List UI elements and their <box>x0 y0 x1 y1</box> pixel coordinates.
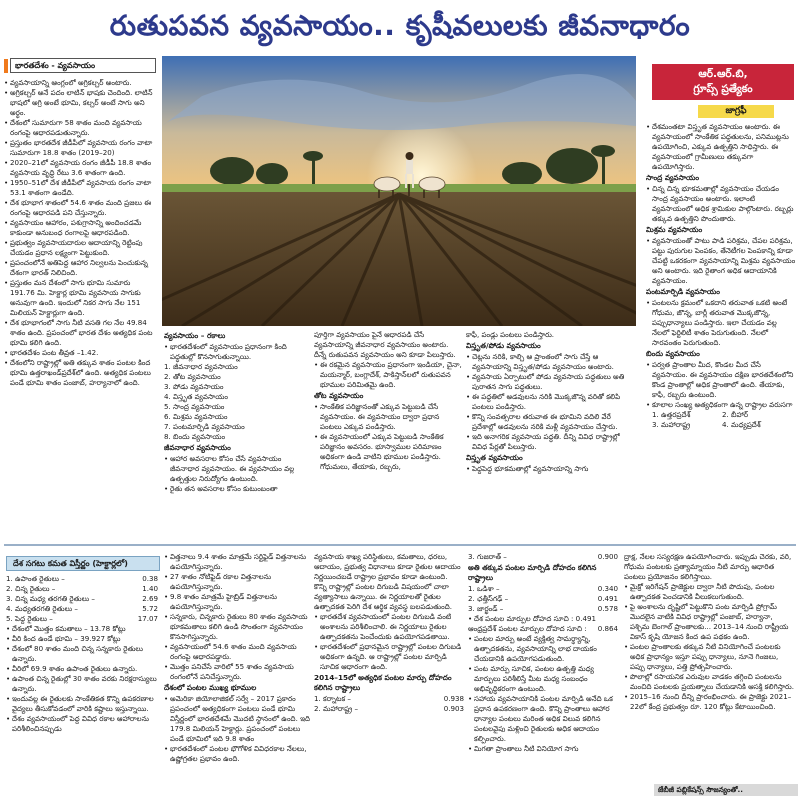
left-para: • ప్రపంచంలోనే అతిపెద్ద ఆహార నిల్వలను పెంచుకున్న దేశంగా భారత్ నిలిచింది. <box>4 258 154 278</box>
publication-credit <box>654 784 798 796</box>
middle-column-2 <box>314 330 462 505</box>
bottom5-para: • పై అంశాలను దృష్టిలో పెట్టుకొని పంట మార్పిడి ప్రోగ్రామ్ మొదలైన వాటికి వివిధ రాష్ట్రాల్లో పంజాబ్, హర్యానా, పశ్చిమ బెంగాల్ ప్రాంతాలకు... 2013–14 నుంచి రాష్ట్రీయ వికాస్ కృషి యోజన కింద ఉప పథకం ఉంది. <box>624 602 794 642</box>
section-tag-accent <box>4 59 8 73</box>
type-item: 6. మిశ్రమ వ్యవసాయం <box>164 412 228 421</box>
plantation-heading: తోట వ్యవసాయం <box>314 391 364 400</box>
holding-row <box>6 594 158 604</box>
bottom-column-2 <box>164 552 310 802</box>
state-index-value: 0.900 <box>597 552 618 561</box>
middle-column-1 <box>164 330 310 505</box>
holding-fact: • ఉపాంత చిన్న రైతుల్లో 30 శాతం వరకు నిరక్షరాస్యులు ఉన్నారు. <box>6 674 158 694</box>
holding-label: 4. మధ్యతరగతి రైతులు – <box>6 604 78 613</box>
state-index-value: 0.491 <box>597 594 618 603</box>
left-column <box>4 78 154 503</box>
ap-index-value: 0.864 <box>597 624 618 633</box>
state-index-label: 1. కర్నాటక – <box>314 694 351 703</box>
seeds-para: • 27 శాతం నోటిఫైడ్ రకాల విత్తనాలను ఉపయోగిస్తున్నారు. <box>164 572 310 592</box>
right-para: • దేశమంతటా విస్తృత వ్యవసాయం అంటారు. ఈ వ్యవసాయంలో సాంకేతిక పద్ధతులను, పనిముట్లను ఉపయోగించి, ఎక్కువ ఉత్పత్తిని సాధిస్తారు. ఈ వ్యవసాయంలో గ్రామీణులు తక్కువగా ఉపయోగిస్తారు. <box>646 122 796 172</box>
cropland-para: • అమెరికా జియోలాజికల్ సర్వే – 2017 ప్రకారం ప్రపంచంలో అత్యధికంగా పంటలు పండే భూమి విస్తీర్ణంలో భారతదేశమే మొదటి స్థానంలో ఉంది. ఇది 179.8 మిలియన్ హెక్టార్లు. ప్రపంచంలో పంటలు పండే భూమిలో ఇది 9.8 శాతం <box>164 694 310 744</box>
holding-fact: • దేశంలో మొత్తం కమతాలు – 13.78 కోట్లు <box>6 624 158 634</box>
bottom5-para: • పంటల ప్రాంతాలకు తక్కువ నీటి వినియోగించే పంటలకు అధిక ప్రాధాన్యం ఇస్తూ పప్పు ధాన్యాలు, నూనె గింజలు, పప్పు ధాన్యాలు, పత్తి ప్రోత్సహించారు. <box>624 642 794 672</box>
bottom3-para: వ్యవసాయ శాఖ్య పరిస్థితులు, కమతాలు, ధరలు, ఆదాయం, ప్రభుత్వ విధానాలు కూడా రైతుల ఆదాయం నిర్ణయించబడే రాష్ట్రాల ప్రభావం కూడా ఉంటుంది. <box>314 552 461 581</box>
seeds-para: • మొత్తం పనిచేసే వారిలో 55 శాతం వ్యవసాయ రంగంలోనే పనిచేస్తున్నారు. <box>164 662 310 682</box>
mid3-para: • వ్యవసాయ ఏర్పాటులో పోడు వ్యవసాయ పద్ధతులు అతి పురాతన సాగు పద్ధతులు. <box>466 372 636 392</box>
holding-label: 3. చిన్న మధ్య తరగతి రైతులు – <box>6 594 95 603</box>
mid3-para: • కొన్ని సంవత్సరాల తరువాత ఈ భూమిని వదిలి వేరే ప్రదేశాల్లో అడవులను నరికి మళ్లీ వ్యవసాయం చేస్తారు. <box>466 412 636 432</box>
left-para: • దేశ భూభాగంలో సాగు నీటి వసతి గల నేల 49.84 శాతం ఉంది. ప్రపంచంలో భారత దేశం అత్యధిక పంట భూమి కలిగి ఉంది. <box>4 318 154 348</box>
bottom4-para: • మిగతా ప్రాంతాలు నీటి వినియోగ సాగు <box>468 744 618 754</box>
low-diversification-heading: అతి తక్కువ పంటల మార్పిడి దోహదం కలిగిన రాష్ట్రాలు <box>468 563 597 582</box>
bottom3-para: కొన్ని రాష్ట్రాల్లో పంటల దిగుబడి విషయంలో చాలా వ్యత్యాసాలు ఉన్నాయి. ఈ నిర్ణయాలతో రైతుల ఉత్పాదకత పెరిగి దేశ ఆర్థిక వ్యవస్థ బలపడుతుంది. <box>314 582 452 611</box>
bottom3-para: • భారతదేశంలో ప్రధానమైన రాష్ట్రాల్లో పంటల దిగుబడి అధికంగా ఉన్నది. ఆ రాష్ట్రాల్లో పంటల మార్పిడి సూచిక ఆధారంగా ఉంది. <box>314 642 464 672</box>
bottom5-para: • పొలాల్లో రసాయనిక ఎరువుల వాడకం తగ్గించి పంటలను మంచిది పంటలకు ప్రయత్నాలు చేయడానికి ఆసక్తి కలిగిస్తారు. <box>624 672 794 692</box>
mid3-para: • పెద్దపెద్ద భూకమతాల్లో వ్యవసాయాన్ని సాగు <box>466 464 636 474</box>
bottom5-para: ద్రాక్ష, నేలల సస్యరక్షణ ఉపయోగించారు. ఇప్పుడు చెరకు, వరి, గోధుమ పంటలకు ప్రత్యామ్నాయం నీటి మార్పు ఆధారిత పంటలు ప్రయోజనం కలిగిస్తాయి. <box>624 552 792 581</box>
extensive-heading: విస్తృత వ్యవసాయం <box>466 453 523 462</box>
mid2-para: పూర్తిగా వ్యవసాయం పైనే ఆధారపడి చేసే వ్యవసాయాన్ని జీవనాధార వ్యవసాయం అంటారు. దీన్నే రుతుపవన వ్యవసాయం అని కూడా పిలుస్తారు. <box>314 330 456 359</box>
holding-row <box>6 614 158 624</box>
mid1-para: • రైతు తన అవసరాల కోసం కుటుంబంతా <box>164 484 310 494</box>
seeds-para: • 9.8 శాతం మాత్రమే హైబ్రిడ్ విత్తనాలను ఉపయోగిస్తున్నారు. <box>164 592 310 612</box>
state-index-label: 1. ఒడిశా – <box>468 584 500 593</box>
state-index-value: 0.938 <box>443 694 464 703</box>
holding-row <box>6 584 158 594</box>
mid3-para: • ఇది అనాగరిక వ్యవసాయ పద్ధతి. దీన్ని వివిధ రాష్ట్రాల్లో వివిధ పేర్లతో పిలుస్తారు. <box>466 432 636 452</box>
bottom-column-1 <box>6 574 158 802</box>
left-para: • ప్రభుత్వం వ్యవసాయదారుల ఆదాయాన్ని రెట్టింపు చేయడం ప్రధాన లక్ష్యంగా పెట్టుకుంది. <box>4 238 154 258</box>
holding-value: 0.38 <box>142 574 158 583</box>
right-para: • కూలాల సంఖ్య అత్యధికంగా ఉన్న రాష్ట్రాల వరుసగా <box>646 400 796 410</box>
left-para: • భారతదేశం పంట తీవ్రత –1.42. <box>4 348 154 358</box>
mid2-para: • సాంకేతిక పరిజ్ఞానంతో ఎక్కువ పెట్టుబడి చేసే వ్యవసాయం. ఈ వ్యవసాయం ద్వారా ప్రధాన పంటలు ఎక్కువ పండిస్తారు. <box>314 402 462 432</box>
state-index-label: 3. గుజరాత్ – <box>468 552 507 561</box>
ap-index-label: ఆంధ్రప్రదేశ్ పంటల మార్పుల దోహద సూచి : <box>468 624 587 633</box>
state-index-value: 0.340 <box>597 584 618 593</box>
type-item: 7. పంటమార్పిడి వ్యవసాయం <box>164 422 245 431</box>
right-column <box>646 122 796 507</box>
holding-fact: • దేశంలో 80 శాతం మంది చిన్న సన్నకారు రైతులు ఉన్నారు. <box>6 644 158 664</box>
state-index-row <box>468 552 618 562</box>
mid2-para: • ఈ వ్యవసాయంలో ఎక్కువ పెట్టుబడి సాంకేతిక పరిజ్ఞానం అవసరం. భూస్వాముల పరిమాణం అధికంగా ఉండి వాటిని భూముల పండిస్తారు. గోధుమలు, తేయాకు, రబ్బరు, <box>314 432 462 472</box>
terrace-heading: బిందు వ్యవసాయం <box>646 349 700 358</box>
type-item: 5. సాంద్ర వ్యవసాయం <box>164 402 225 411</box>
left-para: • అగ్రికల్చర్ అనే పదం లాటిన్ భాషకు చెందింది. లాటిన్ భాషలో అగ్రి అంటే భూమి, కల్చర్ అంటే సాగు అని అర్థం. <box>4 88 154 118</box>
crop-rotation-heading: పంటమార్పిడి వ్యవసాయం <box>646 287 720 296</box>
right-para: • వ్యవసాయంతో పాటు పాడి పరిశ్రమ, చేపల పరిశ్రమ, పట్టు పురుగుల పెంపకం, తేనెటీగల పెంపకాన్ని కూడా చేపట్టి ఒకరకంగా వ్యవసాయాన్ని మిశ్రమ వ్యవసాయం అని అంటారు. ఇది రైతాంగ అధిక ఆదాయానికి వ్యవసాయం. <box>646 236 796 286</box>
state-index-label: 2. ఛత్తీస్‌గఢ్ – <box>468 594 509 603</box>
rrb-line-2: గ్రూప్స్ ప్రత్యేకం <box>693 83 753 95</box>
right-para: • చిన్న చిన్న భూకమతాల్లో వ్యవసాయం చేయడం సాంద్ర వ్యవసాయం అంటారు. ఇలాంటి వ్యవసాయంలో అధిక శ్రామికుల పాల్గొంటారు. రబ్బర్లు తక్కువ ఉత్పత్తిని పొందుతారు. <box>646 184 796 224</box>
left-para: • వ్యవసాయాన్ని ఆంగ్లంలో అగ్రికల్చర్ అంటారు. <box>4 78 154 88</box>
mid3-para: కాఫీ, పండ్లు పంటలు పండిస్తారు. <box>466 330 555 339</box>
bottom4-para: • సహాయ వ్యవసాయానికి పంటల మార్పిడి అనేది ఒక ప్రధాన ఉపకరణంగా ఉంది. కొన్ని ప్రాంతాలు ఆహార ధాన్యాల పంటలు మరింత అధిక విలువ కలిగిన పంటలవైపు మళ్లించి రైతులకు అధిక ఆదాయం కల్పించారు. <box>468 694 618 744</box>
left-para: • 1950–51లో దేశ జీడీపీలో వ్యవసాయ రంగం వాటా 53.1 శాతంగా ఉండేది. <box>4 178 154 198</box>
seeds-para: • విత్తనాలు 9.4 శాతం మాత్రమే సర్టిఫైడ్ విత్తనాలను ఉపయోగిస్తున్నారు. <box>164 552 310 572</box>
holding-row <box>6 574 158 584</box>
state-item: 3. మహారాష్ట్ర <box>652 420 691 429</box>
types-heading: వ్యవసాయం – రకాలు <box>164 331 226 340</box>
left-para: • దేశంలో సుమారుగా 58 శాతం మంది వ్యవసాయ రంగంపై ఆధారపడుతున్నారు. <box>4 118 154 138</box>
national-index: • దేశ పంటల మార్పుల దోహద సూచి : 0.491 <box>468 614 618 624</box>
bottom5-para: • 2015–16 నుంచి దీన్ని ప్రారంభించారు. ఈ ప్రాజెక్టు 2021–22లో కేంద్ర ప్రభుత్వం రూ. 120 కోట్లు కేటాయించింది. <box>624 692 794 712</box>
shifting-heading: విస్తృత/పోడు వ్యవసాయం <box>466 341 541 350</box>
bottom3-para: • భారతదేశ వ్యవసాయంలో పంటల దిగుబడి వంటి అంశాలను పరిశీలించాలి. ఈ నిర్ణయాలు రైతుల ఉత్పాదకతను పెంచేందుకు ఉపయోగపడతాయి. <box>314 612 464 642</box>
seeds-para: • సన్నకారు, చిన్నకారు రైతులు 80 శాతం వ్యవసాయ భూకమతాలు కలిగి ఉండి సొంతంగా వ్యవసాయం కొనసాగిస్తున్నారు. <box>164 612 310 642</box>
holding-value: 1.40 <box>142 584 158 593</box>
holding-fact: • వీరిలో 69.9 శాతం ఉపాంత రైతులు ఉన్నారు. <box>6 664 158 674</box>
state-index-row <box>314 694 464 704</box>
type-item: 1. జీవనాధార వ్యవసాయం <box>164 362 238 371</box>
holding-label: 5. పెద్ద రైతులు – <box>6 614 53 623</box>
holding-value: 17.07 <box>137 614 158 623</box>
state-index-row <box>468 594 618 604</box>
mid3-para: • ఈ పద్ధతిలో అడవులను నరికి మొక్కజొన్న వరితో కలిపి పంటలు పండిస్తారు. <box>466 392 636 412</box>
holding-row <box>6 604 158 614</box>
subject-tag: జాగ్రఫీ <box>698 105 774 118</box>
left-para: • దేశ భూభాగ శాతంలో 54.6 శాతం మంది ప్రజలు ఈ రంగంపై ఆధారపడి పని చేస్తున్నారు. <box>4 198 154 218</box>
rrb-groups-banner <box>652 64 794 100</box>
left-para: • ప్రస్తుతం మన దేశంలో సాగు భూమి సుమారు 191.76 మి. హెక్టార్ల భూమి వ్యవసాయ సాగుకు అనువుగా ఉంది. ఇందులో నికర సాగు నేల 151 మిలియన్ హెక్టార్లుగా ఉంది. <box>4 278 154 318</box>
left-para: • ప్రస్తుతం భారతదేశ జీడీపీలో వ్యవసాయ రంగం వాటా సుమారుగా 18.8 శాతం (2019–20) <box>4 138 154 158</box>
seeds-para: • వ్యవసాయంలో 54.6 శాతం మంది వ్యవసాయ రంగంపై ఆధారపడ్డారు. <box>164 642 310 662</box>
holding-fact: • దేశం వ్యవసాయంలో పెద్ద వివిధ రకాల ఆహారాలను పరిశీలించినప్పుడు <box>6 714 158 734</box>
holding-value: 2.69 <box>142 594 158 603</box>
type-item: 3. పోడు వ్యవసాయం <box>164 382 224 391</box>
diversification-heading: 2014–15లో అత్యధిక పంటల మార్పు దోహదం కలిగిన రాష్ట్రాలు <box>314 673 452 692</box>
right-para: • పర్వత ప్రాంతాల మీద, కొండల మీద చేసే వ్యవసాయం. ఈ వ్యవసాయం దక్షిణ భారతదేశంలోని కొండ ప్రాంతాల్లో అధిక ప్రాంతాలో ఉంది. తేయాకు, కాఫీ, రబ్బరు ఉంటుంది. <box>646 360 796 400</box>
holding-label: 1. ఉపాంత రైతులు – <box>6 574 65 583</box>
bottom4-para: • పంటల మార్పు అంటే వ్యక్తిత్వ సామర్థ్యాన్ని, ఉత్పాదకతను, వ్యవసాయాన్ని లాభ దాయకం చేయడానికి ఉపయోగపడుతుంది. <box>468 634 618 664</box>
state-index-row <box>314 704 464 714</box>
left-para: • వ్యవసాయం ఆహారం, పశుగ్రాసాన్ని అందించడమే కాకుండా అనుబంధ రంగాలపై ఆధారపడింది. <box>4 218 154 238</box>
section-divider <box>4 544 796 546</box>
state-index-label: 3. జార్ఖండ్ – <box>468 604 504 613</box>
state-index-value: 0.903 <box>443 704 464 713</box>
bottom-column-4 <box>468 552 618 802</box>
subsistence-heading: జీవనాధార వ్యవసాయం <box>164 443 231 452</box>
left-para: • దేశంలోని రాష్ట్రాల్లో అతి తక్కువ శాతం పంటల కింద భూమి ఉత్తరాఖండ్‌ప్రదేశ్‌లో ఉంది. అత్యధిక పంటలు పండే భూమి శాతం పంజాబ్, హర్యానాలో ఉంది. <box>4 358 154 388</box>
holding-value: 5.72 <box>142 604 158 613</box>
state-item: 1. ఉత్తరప్రదేశ్ <box>652 410 691 419</box>
holding-label: 2. చిన్న రైతులు – <box>6 584 56 593</box>
type-item: 8. బిందు వ్యవసాయం <box>164 432 226 441</box>
types-intro: • భారతదేశంలో వ్యవసాయం ప్రధానంగా కింది పద్ధతుల్లో కొనసాగుతున్నాయి. <box>164 342 310 362</box>
state-index-row <box>468 584 618 594</box>
type-item: 2. తోట వ్యవసాయం <box>164 372 221 381</box>
cropland-para: • భారతదేశంలో పంటల భౌగోళిక వివిధరకాల నేలలు, ఉష్ణోగ్రతల ప్రభావం ఉంది. <box>164 744 310 764</box>
right-para: • పంటలను క్రమంలో ఒకదాని తరువాత ఒకటి అంటే గోధుమ, జొన్న, బార్లీ తరువాత మొక్కజొన్న, పప్పుధాన్యాలు పండిస్తారు. ఇలా చేయడం వల్ల నేలలో ఫెర్టిలిటీ శాతం పెరుగుతుంది. నేలలో సారవంతం పెరుగుతుంది. <box>646 298 796 348</box>
mixed-heading: మిశ్రమ వ్యవసాయం <box>646 225 703 234</box>
mid3-para: • చెట్లను నరికి, కాల్చి ఆ ప్రాంతంలో సాగు చేస్తే ఆ వ్యవసాయాన్ని విస్తృత/పోడు వ్యవసాయం అంటారు. <box>466 352 636 372</box>
state-index-label: 2. మహారాష్ట్ర – <box>314 704 359 713</box>
holding-fact: • వీరి కింద ఉండే భూమి – 39.927 కోట్లు <box>6 634 158 644</box>
bottom4-para: • పంట మార్పు సూచిక, పంటల ఉత్పత్తి మధ్య మార్పులు పరిశీలిస్తే మీట మధ్య సంబంధం అభివృద్ధికరంగా ఉంటుంది. <box>468 664 618 694</box>
bottom-column-5 <box>624 552 794 778</box>
holding-size-table-heading: దేశ సగటు కమత విస్తీర్ణం (హెక్టార్లలో) <box>6 556 160 571</box>
farmer-ploughing-photo <box>162 56 636 326</box>
mid1-para: • ఆహార అవసరాల కోసం చేసే వ్యవసాయం జీవనాధార వ్యవసాయం. ఈ వ్యవసాయం వల్ల ఉత్పత్తుల నిరుద్యోగం ఉంటుంది. <box>164 454 310 484</box>
cropland-heading: దేశంలో పంటల ముఖ్య భూముల <box>164 683 257 692</box>
ap-index-row <box>468 624 618 634</box>
state-index-value: 0.578 <box>597 604 618 613</box>
middle-column-3 <box>466 330 636 505</box>
bottom-column-3 <box>314 552 464 802</box>
left-para: • 2020–21లో వ్యవసాయ రంగం జీడీపీ 18.8 శాతం వ్యవసాయ వృద్ధి రేటు 3.6 శాతంగా ఉంది. <box>4 158 154 178</box>
intensive-heading: సాంద్ర వ్యవసాయం <box>646 173 700 182</box>
rrb-line-1: ఆర్.ఆర్.బి, <box>698 68 748 80</box>
publication-credit-text: జేబీజీ పబ్లికేషన్స్ సౌజన్యంతో.. <box>658 785 743 794</box>
holding-fact: • ఇందువల్ల ఈ రైతులకు సాంకేతికత కొన్ని ఉపకరణాల వైద్యలు తీసుకోవడంలో వారికి కష్టాలు ఇస్తున్నాయి. <box>6 694 158 714</box>
type-item: 4. విస్తృత వ్యవసాయం <box>164 392 228 401</box>
page-title: రుతుపవన వ్యవసాయం.. కృషీవలులకు జీవనాధారం <box>109 9 691 42</box>
section-tag: భారతదేశం - వ్యవసాయం <box>10 58 156 73</box>
state-index-row <box>468 604 618 614</box>
mid2-para: • ఈ రకమైన వ్యవసాయం ప్రధానంగా ఇండియా, చైనా, మయన్మార్, బంగ్లాదేశ్, పాకిస్తాన్‌లలో రుతుపవన భూముల పరిమితమై ఉంది. <box>314 360 462 390</box>
state-item: 4. మధ్యప్రదేశ్ <box>722 420 761 429</box>
bottom5-para: • మైక్రో ఇరిగేషన్ ప్రాజెక్టుల ద్వారా నీటి పొదుపు, పంటల ఉత్పాదకత పెంచడానికి వీలుకలుగుతుంది. <box>624 582 794 602</box>
state-item: 2. బీహార్ <box>722 410 749 419</box>
